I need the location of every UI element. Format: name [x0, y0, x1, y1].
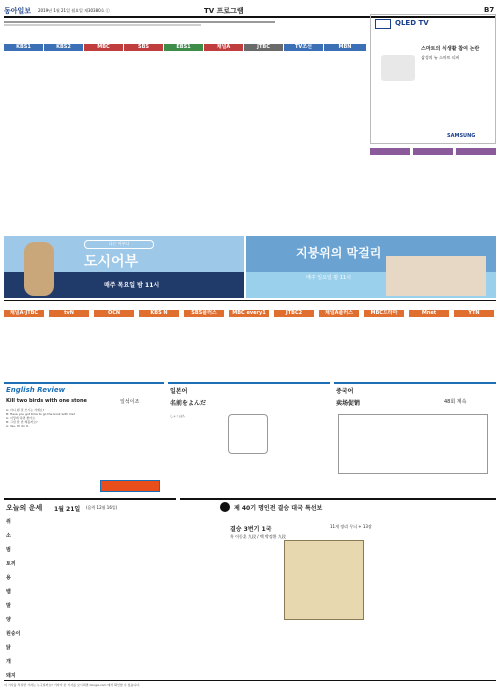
japanese-headline: 名前をよんだ [170, 400, 207, 407]
newspaper-name: 동아일보 [4, 7, 32, 15]
dialogue-line: B: 그럼 한 번 해볼까요? [6, 420, 38, 424]
english-subtitle: 일석이조 [120, 399, 140, 405]
channel-header: 채널A [204, 44, 243, 51]
footer-text: 이 기사를 작성한 기자는 누구일까요? 기자가 쓴 기사를 보시려면 dongA.com 에서 확인할 수 있습니다. [4, 683, 141, 687]
qled-subtitle: 삼성의 뉴 스마트 티비 [421, 55, 460, 60]
lower-channel-header: 채널A·JTBC [4, 310, 44, 317]
illustration-image [228, 414, 268, 454]
lower-channel-header: Mnet [409, 310, 449, 317]
lower-schedule-grid [4, 320, 496, 380]
zodiac-label: 용 [6, 575, 11, 581]
fortune-section [4, 498, 176, 678]
banner-subtitle: 매주 목요일 밤 11시 [104, 282, 160, 289]
zodiac-label: 닭 [6, 645, 11, 651]
lower-channel-header: SBS플러스 [184, 310, 224, 317]
makgeolli-banner[interactable] [246, 236, 496, 298]
fortune-note: (음력 12월 16일) [86, 505, 118, 510]
channel-header: TV조선 [284, 44, 323, 51]
baduk-section [180, 498, 496, 678]
dialogue-line: A: 아니 웬 걸 쓰시는 거예요? [6, 408, 45, 412]
qled-brand: QLED TV [395, 19, 429, 27]
fortune-date: 1월 21일 [54, 506, 81, 513]
zodiac-label: 원숭이 [6, 631, 21, 637]
banner-title: 도시어부 [84, 254, 139, 270]
zodiac-label: 소 [6, 533, 11, 539]
cable-header [456, 148, 496, 155]
zodiac-label: 토끼 [6, 561, 16, 567]
zodiac-label: 범 [6, 547, 11, 553]
lower-grid-header [4, 300, 496, 308]
lower-channel-header: MBC드라마 [364, 310, 404, 317]
lower-channel-header: 채널A플러스 [319, 310, 359, 317]
chinese-box [338, 414, 488, 474]
qled-title: 스마트의 식생활 참여 논란 [421, 46, 480, 52]
japanese-section [168, 382, 330, 494]
channel-header: MBC [84, 44, 123, 51]
lower-channel-header: KBS N [139, 310, 179, 317]
baduk-sub: 흑 이동훈 九段 / 백 박정환 九段 [230, 534, 286, 539]
zodiac-label: 말 [6, 603, 11, 609]
english-headline: Kill two birds with one stone [6, 398, 87, 404]
banner-subtitle: 매주 일요일 밤 11시 [306, 275, 351, 281]
dialogue-line: A: Yes, I'll do it. [6, 424, 29, 428]
qled-logo-icon [375, 19, 391, 29]
zodiac-label: 쥐 [6, 519, 11, 525]
dialogue-line: B: Have you got time to go the book with me? [6, 412, 76, 416]
lower-channel-header: JTBC2 [274, 310, 314, 317]
cable-header [413, 148, 453, 155]
channel-header-row [4, 34, 366, 52]
channel-header: KBS1 [4, 44, 43, 51]
japanese-title: 일본어 [170, 388, 188, 395]
chinese-section [334, 382, 496, 494]
schedule-column [4, 54, 43, 232]
lower-channel-header: YTN [454, 310, 494, 317]
chinese-title: 중국어 [336, 388, 354, 395]
speak-banner[interactable] [100, 480, 160, 492]
baduk-logo-icon [220, 502, 230, 512]
baduk-game: 결승 3번기 1국 [230, 526, 272, 533]
dosieobu-banner[interactable] [4, 236, 244, 298]
english-title: English Review [6, 386, 66, 394]
cable-header [370, 148, 410, 155]
qled-product-image [381, 55, 415, 81]
japanese-text: しゃくはち [170, 414, 186, 418]
lower-channel-header: MBC every1 [229, 310, 269, 317]
section-title: TV 프로그램 [204, 7, 244, 15]
channel-header: EBS1 [164, 44, 203, 51]
fortune-title: 오늘의 운세 [6, 504, 43, 512]
chinese-headline: 卖场促销 [336, 400, 361, 407]
page-footer [4, 680, 496, 688]
zodiac-list [6, 516, 174, 684]
qled-samsung-logo: SAMSUNG [447, 133, 476, 139]
person-image [24, 242, 54, 296]
channel-header: KBS2 [44, 44, 83, 51]
zodiac-label: 뱀 [6, 589, 11, 595]
chinese-subtitle: 48회 계속 [444, 399, 467, 405]
banner-caption: 나는 어부다 [84, 240, 154, 249]
date-line: 2019년 1월 21일 월요일 제30380호 ⓒ [38, 8, 110, 13]
dialogue-line: A: 이렇게 하면 좋아요 [6, 416, 36, 420]
zodiac-label: 양 [6, 617, 11, 623]
cast-photo [386, 256, 486, 296]
zodiac-label: 개 [6, 659, 11, 665]
english-review [4, 382, 164, 494]
channel-header: SBS [124, 44, 163, 51]
page-number: B7 [484, 6, 495, 14]
channel-header: MBN [324, 44, 366, 51]
qled-ad [370, 14, 496, 144]
baduk-text [182, 628, 494, 676]
lower-channel-header: OCN [94, 310, 134, 317]
baduk-title: 제 40기 명인전 결승 대국 특선보 [234, 505, 323, 512]
go-board [284, 540, 364, 620]
channel-header: JTBC [244, 44, 283, 51]
lower-channel-header: tvN [49, 310, 89, 317]
tv-schedule-grid [4, 54, 366, 232]
zodiac-label: 돼지 [6, 673, 16, 679]
cable-columns [370, 148, 496, 234]
baduk-note: 11개 정리 무늬 + 13장 [330, 524, 372, 529]
lower-channel-row [4, 310, 496, 318]
banner-title: 지붕위의 막걸리 [296, 246, 382, 260]
